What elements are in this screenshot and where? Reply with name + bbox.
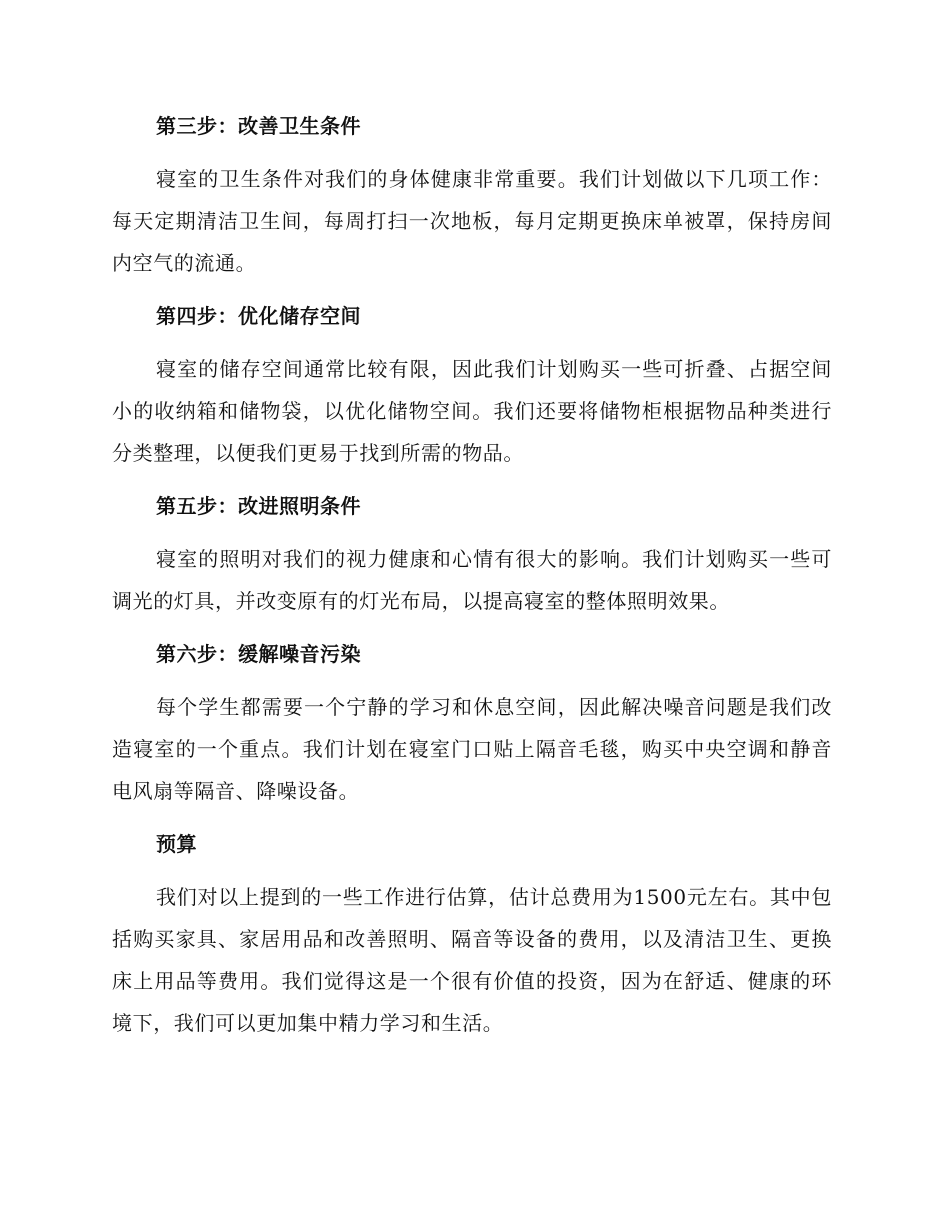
section-paragraph: 寝室的照明对我们的视力健康和心情有很大的影响。我们计划购买一些可调光的灯具，并改变原有的灯光布局，以提高寝室的整体照明效果。 xyxy=(112,547,832,613)
section-paragraph: 寝室的储存空间通常比较有限，因此我们计划购买一些可折叠、占据空间小的收纳箱和储物袋，以优化储物空间。我们还要将储物柜根据物品种类进行分类整理，以便我们更易于找到所需的物品。 xyxy=(112,357,832,465)
section-heading: 预算 xyxy=(156,832,197,856)
section-step-six xyxy=(112,636,832,812)
section-heading: 第五步：改进照明条件 xyxy=(156,494,361,518)
section-heading: 第六步：缓解噪音污染 xyxy=(156,642,361,666)
document-page xyxy=(112,108,832,1044)
section-heading: 第三步：改善卫生条件 xyxy=(156,114,361,138)
section-paragraph: 我们对以上提到的一些工作进行估算，估计总费用为1500元左右。其中包括购买家具、家居用品和改善照明、隔音等设备的费用，以及清洁卫生、更换床上用品等费用。我们觉得这是一个很有价值的投资，因为在舒适、健康的环境下，我们可以更加集中精力学习和生活。 xyxy=(112,885,832,1035)
section-budget xyxy=(112,826,832,1044)
section-step-four xyxy=(112,298,832,474)
section-step-five xyxy=(112,488,832,622)
section-heading: 第四步：优化储存空间 xyxy=(156,304,361,328)
section-step-three xyxy=(112,108,832,284)
section-paragraph: 每个学生都需要一个宁静的学习和休息空间，因此解决噪音问题是我们改造寝室的一个重点。我们计划在寝室门口贴上隔音毛毯，购买中央空调和静音电风扇等隔音、降噪设备。 xyxy=(112,695,832,803)
section-paragraph: 寝室的卫生条件对我们的身体健康非常重要。我们计划做以下几项工作：每天定期清洁卫生间，每周打扫一次地板，每月定期更换床单被罩，保持房间内空气的流通。 xyxy=(112,167,832,275)
